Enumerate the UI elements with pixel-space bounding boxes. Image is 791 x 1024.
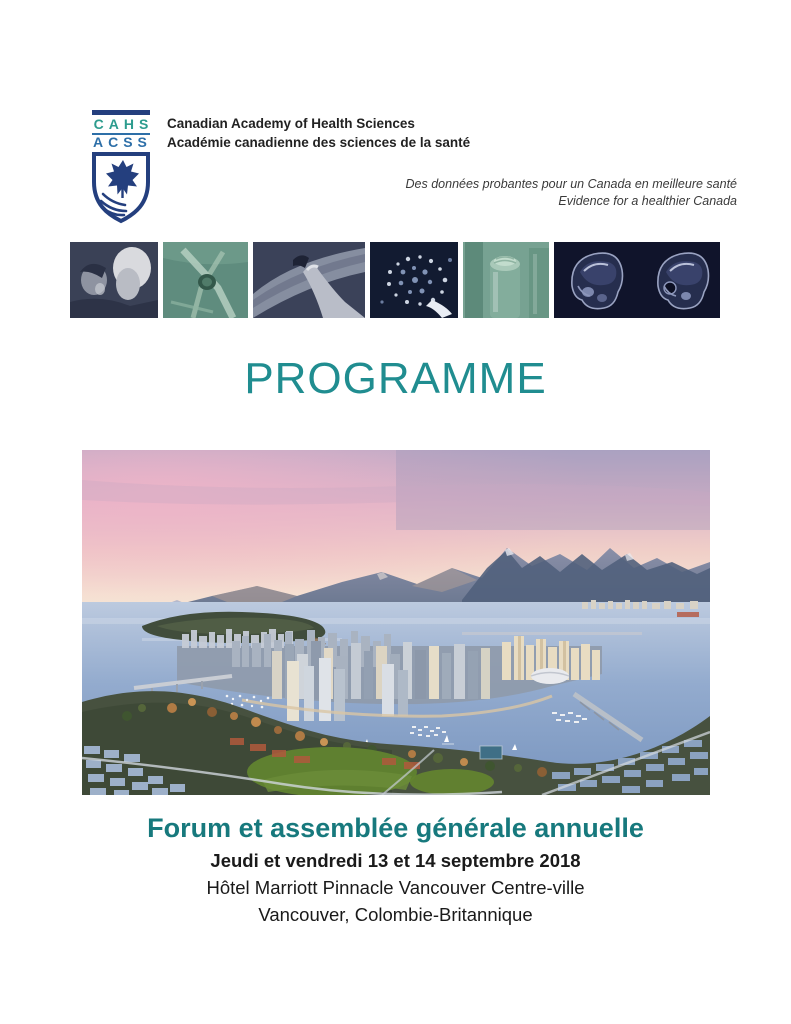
event-dates: Jeudi et vendredi 13 et 14 septembre 2018 — [210, 850, 581, 871]
cahs-logo — [88, 110, 154, 224]
photo-brain-mri — [554, 242, 720, 318]
photo-hip-xray — [163, 242, 248, 318]
event-venue: Hôtel Marriott Pinnacle Vancouver Centre-ville — [206, 877, 585, 898]
event-location: Vancouver, Colombie-Britannique — [258, 904, 533, 925]
org-name-fr: Académie canadienne des sciences de la santé — [167, 135, 471, 150]
logo-acronym-cahs: CAHS — [93, 116, 154, 132]
vancouver-aerial-photo — [82, 450, 710, 795]
photo-elder-and-child — [70, 242, 158, 318]
event-heading: Forum et assemblée générale annuelle — [147, 813, 644, 843]
logo-shield-icon — [90, 152, 152, 224]
logo-top-bar — [92, 110, 150, 115]
tagline — [406, 176, 737, 210]
photo-microscopy-cell — [370, 242, 458, 318]
photo-strip — [70, 242, 720, 318]
org-name-en: Canadian Academy of Health Sciences — [167, 116, 415, 131]
tagline-fr: Des données probantes pour un Canada en meilleure santé — [405, 177, 737, 191]
tagline-en: Evidence for a healthier Canada — [558, 194, 737, 208]
logo-acronym-acss: ACSS — [93, 134, 152, 150]
programme-title: PROGRAMME — [244, 354, 547, 403]
photo-medicine-vials — [463, 242, 549, 318]
event-block — [0, 812, 791, 928]
org-names — [167, 114, 470, 152]
photo-pulse-check — [253, 242, 365, 318]
